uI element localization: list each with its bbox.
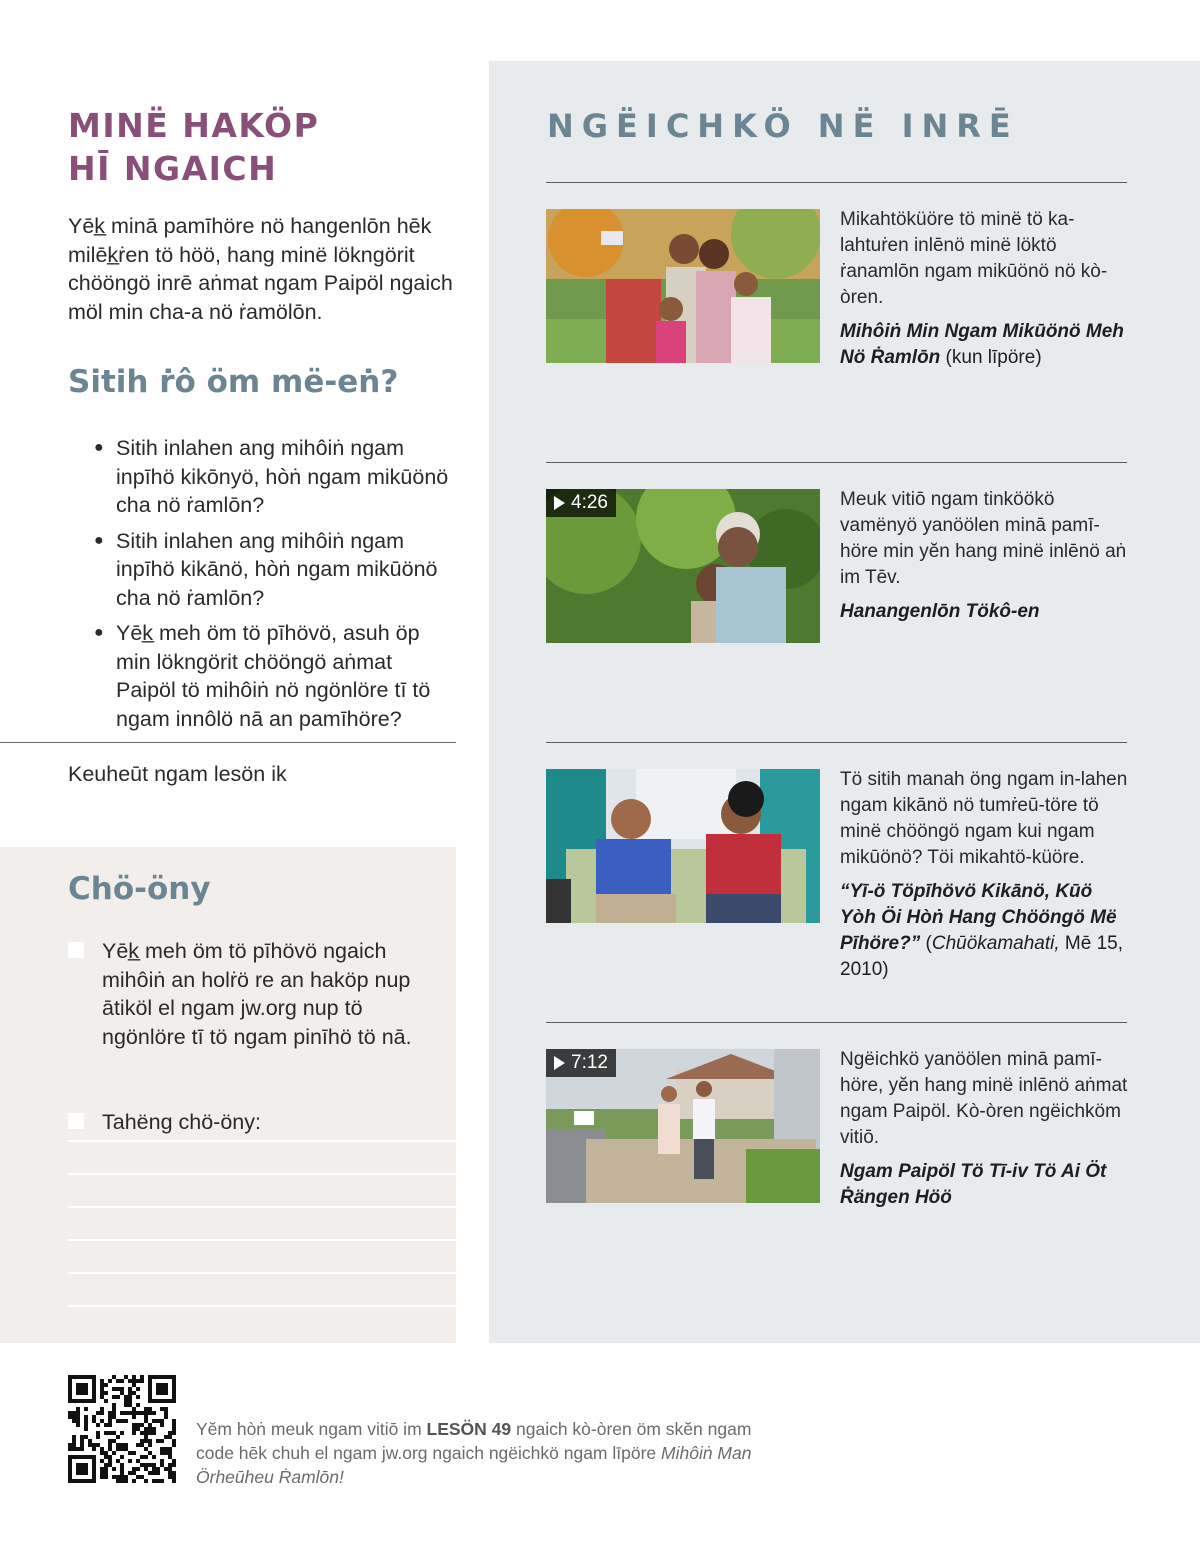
divider: [0, 742, 456, 743]
book-title: Mihôiṅ Man Örheūheu Ṙamlōn!: [196, 1443, 752, 1487]
explore-item-text: [840, 207, 1130, 371]
goal-item-text: Yēk̲ meh öm tö pīhövö ngaich mihôiṅ an holṙö re an haköp nup ātiköl el ngam jw.org nup tö ngönlöre tī tö ngam pinīhö tö nā.: [102, 939, 412, 1049]
item-description: Ngëichkö yanöölen minā pamī-höre, yĕn hang minë inlēnö aṅmat ngam Paipöl. Kò-òren ngëichköm vitiō.: [840, 1049, 1128, 1148]
explore-item-text: [840, 767, 1130, 983]
bullet-icon: ●: [94, 624, 104, 641]
couple-talking-photo[interactable]: [546, 769, 820, 923]
video-duration-badge[interactable]: [546, 489, 616, 517]
summary-title-line2: HĪ NGAICH: [68, 149, 278, 188]
divider: [546, 1022, 1127, 1023]
play-icon: [554, 496, 565, 510]
review-title: Sitih ṙô öm më-eṅ?: [68, 364, 399, 400]
summary-section: [0, 0, 456, 847]
video-duration: 4:26: [571, 492, 608, 513]
divider: [546, 742, 1127, 743]
review-question: ● Yēk̲ meh öm tö pīhövö, asuh öp min lökngörit chööngö aṅmat Paipöl tö mihôiṅ nö ngönlöre tī tö ngam innôlö nā an pamīhöre?: [94, 621, 431, 731]
explore-title: NGËICHKÖ NË INRĒ: [547, 107, 1019, 145]
reference-title: Hanangenlōn Tökô-en: [840, 601, 1040, 622]
explore-item-text: [840, 1047, 1130, 1211]
street-walking-video[interactable]: [546, 1049, 820, 1203]
item-description: Meuk vitiō ngam tinköökö vamënyö yanöölen minā pamī-höre min yĕn hang minë inlēnö aṅ im Tēv.: [840, 489, 1127, 588]
checkbox[interactable]: [68, 1113, 84, 1129]
write-line[interactable]: [68, 1239, 456, 1241]
write-line[interactable]: [68, 1206, 456, 1208]
item-reference[interactable]: [840, 1159, 1130, 1211]
lesson-number: LESÖN 49: [426, 1419, 512, 1439]
item-description: Tö sitih manah öng ngam in-lahen ngam kikānö nö tumṙeū-töre tö minë chööngö ngam kui ngam mikūönö? Töi mikahtö-küöre.: [840, 769, 1128, 868]
explore-item-text: [840, 487, 1130, 625]
explore-section: [489, 61, 1200, 1343]
review-list: [94, 434, 454, 740]
item-reference[interactable]: “Yī-ö Töpīhövö Kikānö, Kūö Yòh Öi Hòṅ Hang Chööngö Më Pīhöre?” (Chūökamahati, Mē 15, 2010): [840, 881, 1124, 980]
reference-title: Ngam Paipöl Tö Tī-iv Tö Ai Öt Ṙängen Höö: [840, 1161, 1107, 1208]
reference-title: “Yī-ö Töpīhövö Kikānö, Kūö Yòh Öi Hòṅ Hang Chööngö Më Pīhöre?”: [840, 881, 1117, 954]
summary-body: Yēk̲ minā pamīhöre nö hangenlōn hēk milēk̲ṙen tö höö, hang minë lökngörit chööngö inrē aṅmat ngam Paipöl ngaich möl min cha-a nö ṙamölōn.: [68, 214, 453, 324]
footer-note: Yĕm hòṅ meuk ngam vitiō im LESÖN 49 ngaich kò-òren öm skĕn ngam code hēk chuh el ngam jw.org ngaich ngëichkö ngam līpöre Mihôiṅ Man Örheūheu Ṙamlōn!: [196, 1419, 752, 1487]
goal-section: [0, 847, 456, 1343]
bullet-icon: ●: [94, 439, 104, 456]
write-line[interactable]: [68, 1305, 456, 1307]
goal-item[interactable]: [68, 1108, 438, 1137]
item-reference[interactable]: [840, 319, 1130, 371]
reference-source: Chūökamahati,: [931, 933, 1060, 954]
video-duration: 7:12: [571, 1052, 608, 1073]
write-line[interactable]: [68, 1272, 456, 1274]
bullet-icon: ●: [94, 531, 104, 549]
item-reference[interactable]: [840, 599, 1130, 625]
lesson-label: Keuheūt ngam lesön ik: [68, 762, 287, 786]
checkbox[interactable]: [68, 942, 84, 958]
video-duration-badge[interactable]: [546, 1049, 616, 1077]
elderly-couple-video[interactable]: [546, 489, 820, 643]
review-question: ● Sitih inlahen ang mihôiṅ ngam inpīhö kikōnyö, hòṅ ngam mikūönö cha nö ṙamlōn?: [94, 436, 449, 517]
reference-title: Mihôiṅ Min Ngam Mikūönö Meh Nö Ṙamlōn: [840, 321, 1124, 368]
divider: [546, 182, 1127, 183]
reference-note: (kun līpöre): [940, 347, 1042, 368]
summary-title: [68, 104, 448, 190]
family-selfie-photo[interactable]: [546, 209, 820, 363]
summary-title-line1: MINË HAKÖP: [68, 106, 320, 145]
review-question: ● Sitih inlahen ang mihôiṅ ngam inpīhö kikānö, hòṅ ngam mikūönö cha nö ṙamlōn?: [94, 528, 438, 610]
divider: [546, 462, 1127, 463]
goal-item[interactable]: [68, 937, 438, 1051]
write-line[interactable]: [68, 1140, 456, 1142]
qr-code[interactable]: [68, 1375, 176, 1483]
qr-code-graphic: [68, 1375, 176, 1483]
item-description: Mikahtöküöre tö minë tö ka-lahtuṙen inlēnö minë löktö ṙanamlōn ngam mikūönö nö kò-òren.: [840, 209, 1108, 308]
reference-date: Mē 15, 2010): [840, 933, 1124, 980]
write-line[interactable]: [68, 1173, 456, 1175]
goal-title: Chö-öny: [68, 871, 211, 907]
goal-item-text: Tahëng chö-öny:: [102, 1110, 261, 1134]
play-icon: [554, 1056, 565, 1070]
